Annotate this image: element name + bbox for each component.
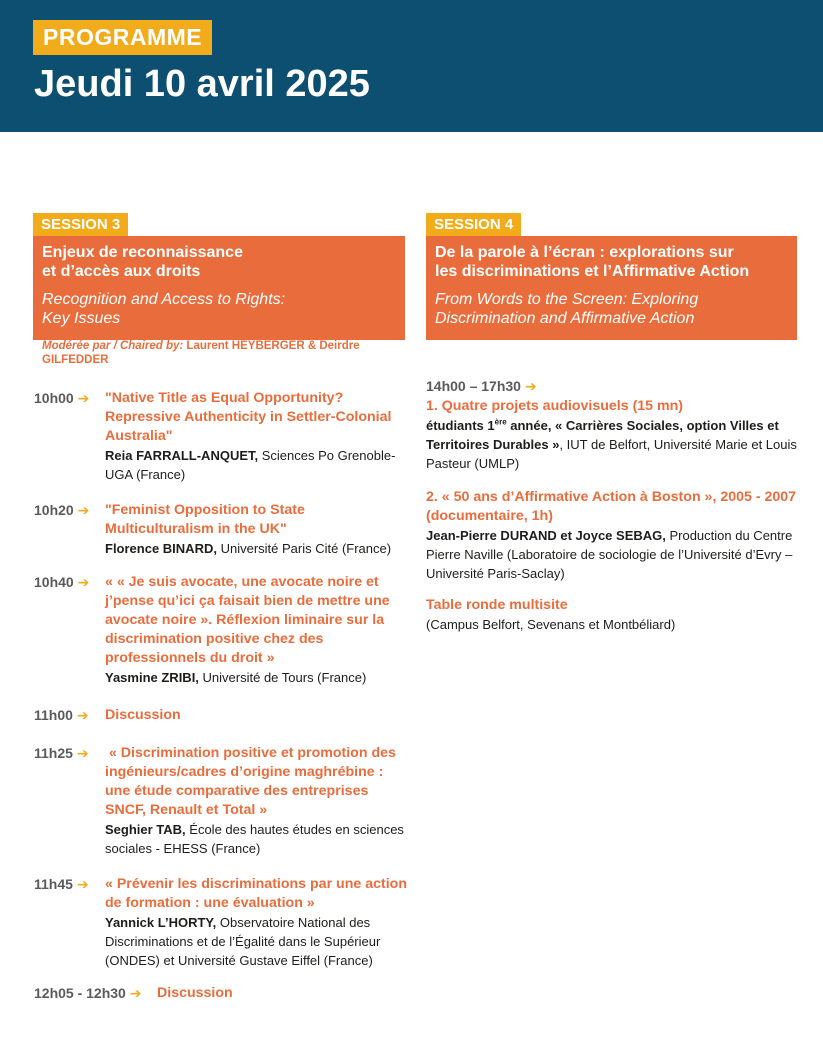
discussion-label: Discussion <box>157 985 233 1001</box>
session-3-title-en: Recognition and Access to Rights: Key Issues <box>42 291 286 327</box>
item-title: 1. Quatre projets audiovisuels (15 mn) <box>426 398 684 414</box>
arrow-right-icon: ➔ <box>76 707 89 723</box>
talk-title: « Prévenir les discriminations par une action de formation : une évaluation » <box>105 876 407 911</box>
arrow-right-icon: ➔ <box>129 985 142 1001</box>
talk-speaker: Yasmine ZRIBI, Université de Tours (France) <box>105 670 367 685</box>
discussion-label: Discussion <box>105 707 181 723</box>
arrow-right-icon: ➔ <box>76 745 89 761</box>
item-title: 2. « 50 ans d’Affirmative Action à Boston », 2005 - 2007 (documentaire, 1h) <box>426 489 797 524</box>
talk-item <box>105 744 407 858</box>
session-3-title-fr: Enjeux de reconnaissance et d’accès aux droits <box>42 244 243 280</box>
session-4-title-box <box>426 236 797 340</box>
session-4-title-fr: De la parole à l’écran : explorations sur les discriminations et l’Affirmative Action <box>435 244 750 280</box>
time-slot: 11h45 ➔ <box>34 876 89 892</box>
arrow-right-icon: ➔ <box>524 378 537 394</box>
talk-speaker: Seghier TAB, École des hautes études en sciences sociales - EHESS (France) <box>105 822 404 856</box>
time-slot: 10h00 ➔ <box>34 390 90 406</box>
programme-badge: PROGRAMME <box>33 20 212 55</box>
time-slot: 14h00 – 17h30 ➔ <box>426 378 537 394</box>
arrow-right-icon: ➔ <box>77 390 90 406</box>
talk-item <box>105 389 407 484</box>
page-title: Jeudi 10 avril 2025 <box>34 63 370 105</box>
time-slot: 10h20 ➔ <box>34 502 90 518</box>
talk-speaker: Yannick L’HORTY, Observatoire National des Discriminations et de l’Égalité dans le Supérieur (ONDES) et Université Gustave Eiffel (France) <box>105 915 381 968</box>
item-details: étudiants 1ère année, « Carrières Sociales, option Villes et Territoires Durables », IUT de Belfort, Université Marie et Louis Pasteur (UMLP) <box>426 417 797 471</box>
talk-speaker: Reia FARRALL-ANQUET, Sciences Po Grenoble-UGA (France) <box>105 448 396 482</box>
item-details: Jean-Pierre DURAND et Joyce SEBAG, Production du Centre Pierre Naville (Laboratoire de sociologie de l’Université d’Evry – Université Paris-Saclay) <box>426 528 793 581</box>
talk-item <box>105 875 407 970</box>
session-4-item-2 <box>426 488 798 583</box>
time-slot: 11h00 ➔ <box>34 707 89 723</box>
time-slot: 10h40 ➔ <box>34 574 90 590</box>
header-banner <box>0 0 823 132</box>
time-slot: 11h25 ➔ <box>34 745 89 761</box>
time-slot: 12h05 - 12h30 ➔ <box>34 985 142 1001</box>
session-4-title-en: From Words to the Screen: Exploring Discrimination and Affirmative Action <box>435 291 699 327</box>
arrow-right-icon: ➔ <box>77 574 90 590</box>
arrow-right-icon: ➔ <box>77 502 90 518</box>
session-4-item-3 <box>426 596 798 634</box>
talk-title: « Discrimination positive et promotion des ingénieurs/cadres d’origine maghrébine : une étude comparative des entreprises SNCF, Renault et Total » <box>105 745 400 818</box>
item-title: Table ronde multisite <box>426 597 568 613</box>
talk-title: "Native Title as Equal Opportunity? Repressive Authenticity in Settler-Colonial Australia" <box>105 390 392 444</box>
arrow-right-icon: ➔ <box>76 876 89 892</box>
talk-item <box>105 573 407 687</box>
session-4-item-1 <box>426 397 798 473</box>
talk-item <box>105 501 407 558</box>
session-3-badge: SESSION 3 <box>33 213 128 236</box>
item-details: (Campus Belfort, Sevenans et Montbéliard) <box>426 617 676 632</box>
session-3-chair: Modérée par / Chaired by: Laurent HEYBERGER & Deirdre GILFEDDER <box>42 340 360 366</box>
talk-title: "Feminist Opposition to State Multiculturalism in the UK" <box>105 502 305 537</box>
session-3-title-box <box>33 236 405 340</box>
talk-item <box>105 706 407 725</box>
session-4-badge: SESSION 4 <box>426 213 521 236</box>
talk-speaker: Florence BINARD, Université Paris Cité (France) <box>105 541 392 556</box>
talk-title: « « Je suis avocate, une avocate noire et j’pense qu’ici ça faisait bien de mettre une avocate noire ». Réflexion liminaire sur la discrimination positive chez des professionnels du droit » <box>105 574 390 666</box>
